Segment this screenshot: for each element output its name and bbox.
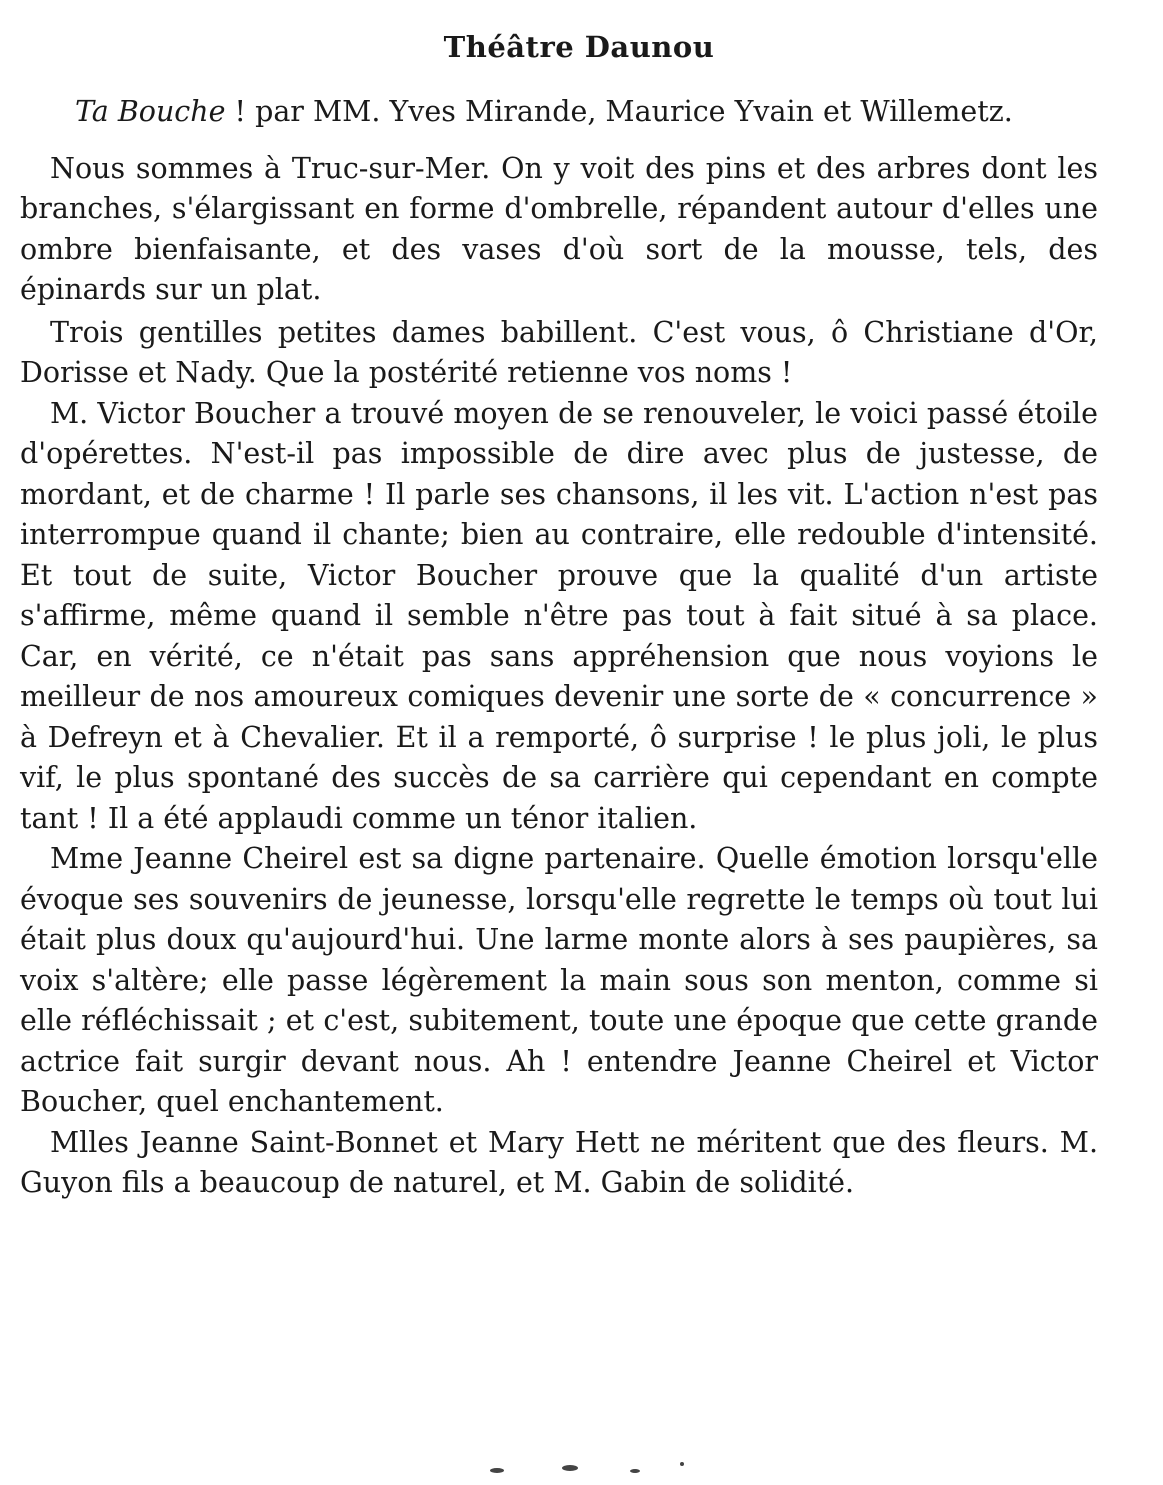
ink-speck	[630, 1469, 640, 1473]
page-title: Théâtre Daunou	[443, 30, 715, 64]
print-specks	[480, 1460, 700, 1480]
document-page	[20, 30, 1098, 1204]
paragraph-ladies: Trois gentilles petites dames babillent. C'est vous, ô Christiane d'Or, Dorisse et Nady. Que la postérité retienne vos noms !	[20, 315, 1098, 389]
ink-speck	[490, 1468, 504, 1473]
paragraph-jeanne-cheirel: Mme Jeanne Cheirel est sa digne partenaire. Quelle émotion lorsqu'elle évoque ses souvenirs de jeunesse, lorsqu'elle regrette le temps où tout lui était plus doux qu'aujourd'hui. Une larme monte alors à ses paupières, sa voix s'altère; elle passe légèrement la main sous son menton, comme si elle réfléchissait ; et c'est, subitement, toute une époque que cette grande actrice fait surgir devant nous. Ah ! entendre Jeanne Cheirel et Victor Boucher, quel enchantement.	[20, 842, 1098, 1118]
play-title: Ta Bouche	[75, 95, 226, 128]
ink-speck	[562, 1465, 578, 1471]
paragraph-setting: Nous sommes à Truc-sur-Mer. On y voit des pins et des arbres dont les branches, s'élargissant en forme d'ombrelle, répandent autour d'elles une ombre bienfaisante, et des vases d'où sort de la mousse, tels, des épinards sur un plat.	[20, 151, 1098, 306]
ink-speck	[680, 1462, 684, 1466]
byline-text: ! par MM. Yves Mirande, Maurice Yvain et Willemetz.	[225, 95, 1013, 128]
paragraph-victor-boucher: M. Victor Boucher a trouvé moyen de se renouveler, le voici passé étoile d'opérettes. N'est-il pas impossible de dire avec plus de justesse, de mordant, et de charme ! Il parle ses chansons, il les vit. L'action n'est pas interrompue quand il chante; bien au contraire, elle redouble d'intensité. Et tout de suite, Victor Boucher prouve que la qualité d'un artiste s'affirme, même quand il semble n'être pas tout à fait situé à sa place. Car, en vérité, ce n'était pas sans appréhension que nous voyions le meilleur de nos amoureux comiques devenir une sorte de « concurrence » à Defreyn et à Chevalier. Et il a remporté, ô surprise ! le plus joli, le plus vif, le plus spontané des succès de sa carrière qui cependant en compte tant ! Il a été applaudi comme un ténor italien.	[20, 396, 1098, 835]
paragraph-cast: Mlles Jeanne Saint-Bonnet et Mary Hett ne méritent que des fleurs. M. Guyon fils a beaucoup de naturel, et M. Gabin de solidité.	[20, 1125, 1098, 1199]
byline-paragraph	[20, 92, 1098, 133]
